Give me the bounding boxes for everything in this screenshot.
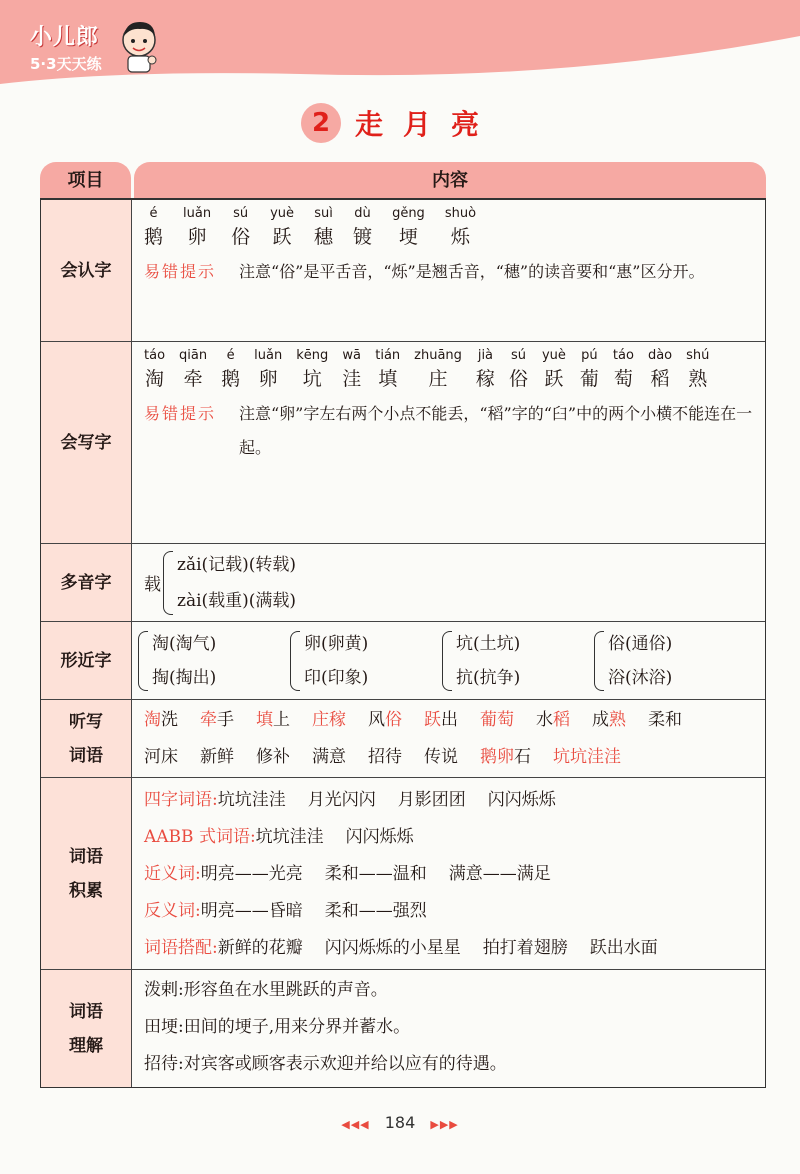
char-cell	[296, 347, 328, 393]
pinyin: sú	[510, 348, 526, 363]
word-red: 葡萄	[480, 710, 514, 730]
pinyin: shuò	[444, 206, 477, 221]
row-polyphone	[41, 543, 765, 621]
similar-pair	[290, 627, 442, 695]
understand-lines	[132, 970, 765, 1087]
hanzi: 埂	[398, 226, 418, 248]
accumulate-item: 坑坑洼洼	[217, 790, 286, 810]
word-red: 庄稼	[312, 710, 346, 730]
char-cell	[476, 347, 495, 393]
hanzi: 洼	[342, 368, 362, 390]
pinyin: yuè	[270, 206, 295, 221]
pinyin: é	[226, 348, 235, 363]
char-cell	[686, 347, 709, 393]
accumulate-line	[144, 893, 755, 930]
pinyin: qiān	[179, 348, 208, 363]
accumulate-item: 闪闪烁烁	[345, 827, 414, 847]
word-black: 上	[273, 710, 290, 730]
pinyin: táo	[612, 348, 634, 363]
row-label	[41, 700, 132, 777]
accumulate-lines	[132, 778, 765, 969]
similar-pairs	[138, 627, 746, 695]
word-red: 坑坑洼洼	[553, 747, 621, 767]
hanzi: 俗	[508, 368, 528, 390]
label-line: 积累	[69, 880, 103, 901]
hanzi: 稼	[475, 368, 495, 390]
brace	[594, 631, 604, 691]
accumulate-item: 月光闪闪	[307, 790, 376, 810]
word-red: 俗	[385, 710, 402, 730]
similar-pair	[594, 627, 746, 695]
char-cell	[144, 347, 165, 393]
similar-char-a: 卵(卵黄)	[304, 633, 369, 654]
similar-char-b: 掏(掏出)	[152, 667, 217, 688]
series-name: 5·3天天练	[30, 55, 102, 73]
tip-text: 注意“俗”是平舌音，“烁”是翘舌音，“穗”的读音要和“惠”区分开。	[239, 262, 705, 281]
header-content: 内容	[134, 162, 766, 198]
char-cell	[392, 205, 425, 251]
word-black: 满意	[312, 747, 346, 767]
similar-char-a: 坑(土坑)	[456, 633, 521, 654]
reading-1: zǎi(记载)(转载)	[177, 554, 297, 575]
char-cell	[270, 205, 294, 251]
row-label	[41, 778, 132, 969]
hanzi: 坑	[302, 368, 322, 390]
dictation-word	[312, 702, 346, 739]
accumulate-item: 拍打着翅膀	[482, 938, 568, 958]
label-line: 词语	[69, 846, 103, 867]
word-red: 熟	[609, 710, 626, 730]
reading-2: zài(载重)(满载)	[177, 590, 297, 611]
char-cell	[542, 347, 566, 393]
label-line: 听写	[69, 711, 103, 732]
header-item: 项目	[40, 162, 131, 198]
brace	[442, 631, 452, 691]
hanzi: 填	[378, 368, 398, 390]
accumulate-item: 柔和——温和	[324, 864, 427, 884]
row-label	[41, 970, 132, 1087]
hanzi: 卵	[187, 226, 207, 248]
dictation-word	[592, 702, 626, 739]
word-red: 淘	[144, 710, 161, 730]
accumulate-key: 四字词语:	[144, 790, 218, 810]
word-black: 招待	[368, 747, 402, 767]
char-cell	[179, 347, 207, 393]
pinyin: sú	[233, 206, 249, 221]
similar-pair	[138, 627, 290, 695]
pinyin: luǎn	[183, 206, 212, 221]
word-black: 柔和	[648, 710, 682, 730]
word-black: 水	[536, 710, 553, 730]
word-black: 传说	[424, 747, 458, 767]
tip-label: 易错提示	[144, 404, 217, 423]
char-cell	[314, 205, 333, 251]
definition-line: 田埂:田间的埂子,用来分界并蓄水。	[144, 1017, 411, 1037]
char-cell	[231, 205, 250, 251]
char-cell	[445, 205, 476, 251]
accumulate-item: 满意——满足	[448, 864, 551, 884]
row-understand	[41, 969, 765, 1087]
dictation-word	[480, 739, 531, 776]
similar-char-b: 浴(沐浴)	[608, 667, 673, 688]
accumulate-key: AABB 式词语:	[144, 827, 256, 847]
word-black: 河床	[144, 747, 178, 767]
char-cell	[509, 347, 528, 393]
accumulate-item: 明亮——昏暗	[200, 901, 303, 921]
hanzi: 鹅	[144, 226, 164, 248]
accumulate-line	[144, 782, 755, 819]
pinyin-grid	[144, 205, 755, 251]
similar-char-a: 俗(通俗)	[608, 633, 673, 654]
dictation-word	[312, 739, 346, 776]
polyphone-group	[144, 547, 296, 619]
dictation-word	[144, 739, 178, 776]
pinyin: wā	[342, 348, 362, 363]
row-label: 会认字	[41, 200, 132, 341]
dictation-word	[424, 739, 458, 776]
word-red: 鹅卵	[480, 747, 514, 767]
char-cell	[221, 347, 240, 393]
hanzi: 镀	[353, 226, 373, 248]
char-cell	[613, 347, 634, 393]
char-cell	[375, 347, 400, 393]
summary-table	[40, 162, 766, 1088]
hanzi: 烁	[450, 226, 470, 248]
char-cell	[183, 205, 211, 251]
dictation-word	[256, 739, 290, 776]
hanzi: 牵	[183, 368, 203, 390]
row-accumulate	[41, 777, 765, 969]
hanzi: 鹅	[221, 368, 241, 390]
accumulate-line	[144, 819, 755, 856]
hanzi: 俗	[231, 226, 251, 248]
word-black: 出	[441, 710, 458, 730]
brand-logo	[30, 20, 102, 74]
hanzi: 萄	[613, 368, 633, 390]
char-cell	[144, 205, 163, 251]
word-black: 成	[592, 710, 609, 730]
word-red: 跃	[424, 710, 441, 730]
pinyin: luǎn	[254, 348, 283, 363]
hanzi: 葡	[579, 368, 599, 390]
tip	[144, 255, 755, 289]
word-black: 新鲜	[200, 747, 234, 767]
brand-name: 小儿郎	[30, 25, 100, 50]
dictation-word	[200, 739, 234, 776]
dictation-word	[200, 702, 234, 739]
dictation-word	[480, 702, 514, 739]
pinyin: dào	[647, 348, 673, 363]
table-header	[40, 162, 766, 198]
char-cell	[580, 347, 599, 393]
row-label: 形近字	[41, 622, 132, 699]
left-arrows-icon: ◀◀◀	[341, 1118, 370, 1131]
similar-char-a: 淘(淘气)	[152, 633, 217, 654]
dictation-word	[256, 702, 290, 739]
char-cell	[342, 347, 361, 393]
mascot-icon	[116, 18, 162, 74]
similar-char-b: 印(印象)	[304, 667, 369, 688]
page-footer	[0, 1113, 800, 1132]
pinyin: pú	[581, 348, 598, 363]
accumulate-item: 柔和——强烈	[324, 901, 427, 921]
pinyin: jià	[477, 348, 494, 363]
hanzi: 稻	[650, 368, 670, 390]
label-line: 理解	[69, 1035, 103, 1056]
row-similar	[41, 621, 765, 699]
word-black: 风	[368, 710, 385, 730]
tip-text: 注意“卵”字左右两个小点不能丢，“稻”字的“臼”中的两个小横不能连在一起。	[239, 404, 753, 457]
word-black: 手	[217, 710, 234, 730]
char-cell	[254, 347, 282, 393]
dictation-word	[424, 702, 458, 739]
char-cell	[353, 205, 372, 251]
word-black: 石	[514, 747, 531, 767]
row-write	[41, 341, 765, 543]
brace	[138, 631, 148, 691]
word-black: 修补	[256, 747, 290, 767]
lesson-title: 走月亮	[354, 108, 499, 141]
pinyin: yuè	[541, 348, 566, 363]
hanzi: 卵	[258, 368, 278, 390]
lesson-heading	[0, 103, 800, 143]
lesson-number: 2	[301, 103, 341, 143]
label-line: 词语	[69, 745, 103, 766]
pinyin: shú	[686, 348, 710, 363]
dictation-word	[536, 702, 570, 739]
similar-pair	[442, 627, 594, 695]
pinyin: é	[149, 206, 158, 221]
accumulate-item: 跃出水面	[589, 938, 658, 958]
pinyin: táo	[144, 348, 166, 363]
similar-char-b: 抗(抗争)	[456, 667, 521, 688]
dictation-word	[553, 739, 621, 776]
hanzi: 跃	[544, 368, 564, 390]
polyphone-char: 载	[144, 575, 161, 595]
row-dictation	[41, 699, 765, 777]
accumulate-item: 新鲜的花瓣	[217, 938, 303, 958]
pinyin: zhuāng	[414, 348, 462, 363]
accumulate-item: 闪闪烁烁的小星星	[324, 938, 461, 958]
dictation-words	[144, 702, 755, 776]
row-label: 会写字	[41, 342, 132, 543]
page-number: 184	[384, 1113, 416, 1132]
definition-line: 招待:对宾客或顾客表示欢迎并给以应有的待遇。	[144, 1054, 507, 1074]
accumulate-item: 坑坑洼洼	[255, 827, 324, 847]
word-red: 牵	[200, 710, 217, 730]
accumulate-key: 近义词:	[144, 864, 201, 884]
word-red: 填	[256, 710, 273, 730]
pinyin: tián	[375, 348, 401, 363]
dictation-word	[368, 739, 402, 776]
hanzi: 淘	[145, 368, 165, 390]
label-line: 词语	[69, 1001, 103, 1022]
accumulate-item: 月影团团	[397, 790, 466, 810]
dictation-word	[648, 702, 682, 739]
hanzi: 跃	[272, 226, 292, 248]
word-black: 洗	[161, 710, 178, 730]
brace	[163, 551, 173, 615]
hanzi: 熟	[688, 368, 708, 390]
hanzi: 庄	[428, 368, 448, 390]
pinyin: suì	[314, 206, 333, 221]
definition-line: 泼剌:形容鱼在水里跳跃的声音。	[144, 980, 388, 1000]
char-cell	[648, 347, 672, 393]
pinyin: dù	[354, 206, 371, 221]
accumulate-item: 闪闪烁烁	[487, 790, 556, 810]
dictation-word	[144, 702, 178, 739]
dictation-word	[368, 702, 402, 739]
hanzi: 穗	[314, 226, 334, 248]
pinyin: kēng	[296, 348, 329, 363]
accumulate-key: 反义词:	[144, 901, 201, 921]
accumulate-item: 明亮——光亮	[200, 864, 303, 884]
tip	[144, 397, 755, 465]
pinyin: gěng	[392, 206, 425, 221]
accumulate-line	[144, 930, 755, 967]
row-recognize	[41, 200, 765, 341]
accumulate-key: 词语搭配:	[144, 938, 218, 958]
char-cell	[414, 347, 462, 393]
right-arrows-icon: ▶▶▶	[430, 1118, 459, 1131]
row-label: 多音字	[41, 544, 132, 621]
accumulate-line	[144, 856, 755, 893]
tip-label: 易错提示	[144, 262, 217, 281]
word-red: 稻	[553, 710, 570, 730]
brace	[290, 631, 300, 691]
pinyin-grid	[144, 347, 755, 393]
